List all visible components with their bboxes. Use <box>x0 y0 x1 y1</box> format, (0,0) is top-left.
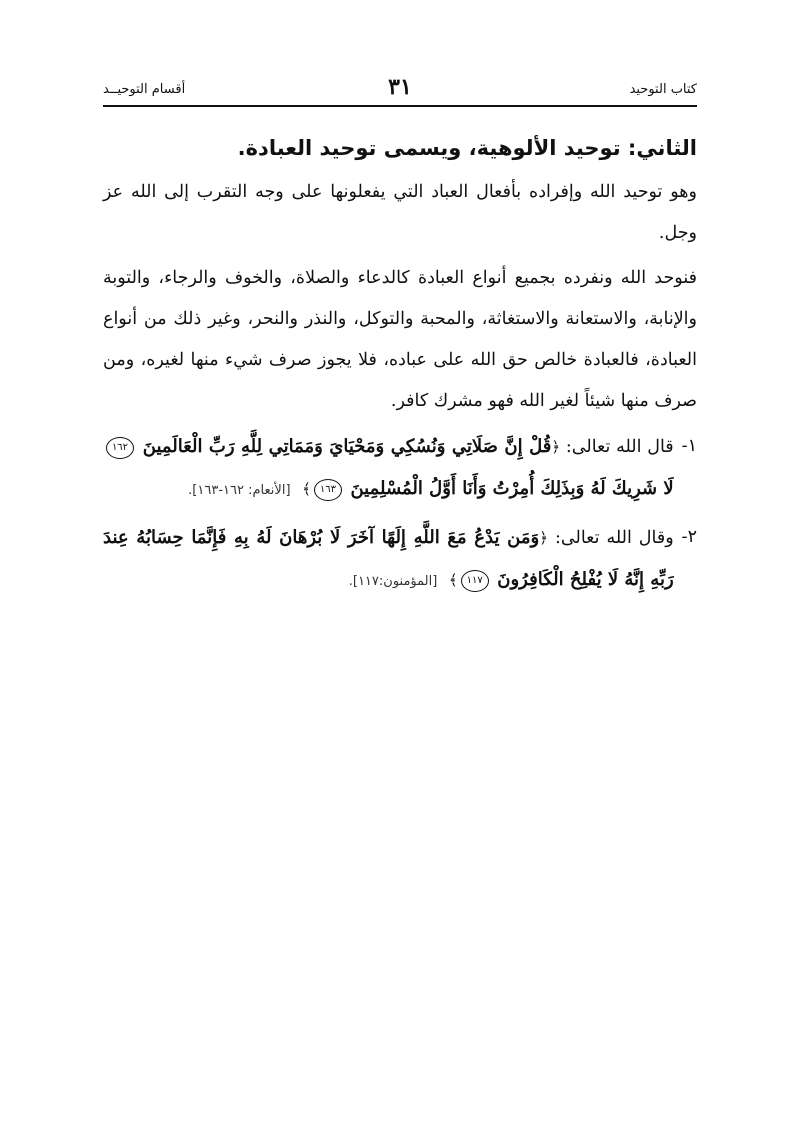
quran-verse: وَمَن يَدْعُ مَعَ اللَّهِ إِلَهًا آخَرَ لَا بُرْهَانَ لَهُ بِهِ فَإِنَّمَا حِسَابُهُ عِندَ رَبِّهِ إِنَّهُ لَا يُفْلِحُ الْكَافِرُونَ <box>103 527 674 590</box>
evidence-item-2 <box>103 517 697 602</box>
quran-verse: قُلْ إِنَّ صَلَاتِي وَنُسُكِي وَمَحْيَايَ وَمَمَاتِي لِلَّهِ رَبِّ الْعَالَمِينَ <box>142 436 552 457</box>
paragraph-explanation: فنوحد الله ونفرده بجميع أنواع العبادة كالدعاء والصلاة، والخوف والرجاء، والتوبة والإنابة، والاستعانة والاستغاثة، والمحبة والتوكل، والنذر والنحر، وغير ذلك من أنواع العبادة، فالعبادة خالص حق الله على عباده، فلا يجوز صرف شيء منها لغيره، ومن صرف منها شيئاً لغير الله فهو مشرك كافر. <box>103 268 697 411</box>
verse-close-bracket: ﴾ <box>448 571 458 589</box>
verse-reference: [الأنعام: ١٦٢-١٦٣]. <box>188 483 291 498</box>
evidence-text <box>103 517 674 602</box>
book-title: كتاب التوحيد <box>629 82 697 97</box>
verse-reference: [المؤمنون:١١٧]. <box>348 574 438 589</box>
verse-open-bracket: ﴿ <box>551 438 561 456</box>
paragraph-definition: وهو توحيد الله وإفراده بأفعال العباد التي يفعلونها على وجه التقرب إلى الله عز وجل. <box>103 182 697 243</box>
verse-close-bracket: ﴾ <box>302 480 311 498</box>
evidence-number: ٢- <box>681 527 697 547</box>
chapter-title: أقسام التوحيــد <box>103 82 186 97</box>
evidence-number: ١- <box>681 436 697 456</box>
verse-number-icon: ١١٧ <box>461 570 489 592</box>
section-heading: الثاني: توحيد الألوهية، ويسمى توحيد العبادة. <box>237 136 697 160</box>
evidence-intro: وقال الله تعالى: <box>555 528 674 548</box>
quran-verse: لَا شَرِيكَ لَهُ وَبِذَلِكَ أُمِرْتُ وَأَنَا أَوَّلُ الْمُسْلِمِينَ <box>350 478 674 499</box>
verse-number-icon: ١٦٣ <box>314 479 342 501</box>
evidence-text <box>103 426 674 511</box>
verse-number-icon: ١٦٢ <box>106 437 134 459</box>
page-content <box>103 128 697 608</box>
page-number: ٣١ <box>388 74 412 100</box>
evidence-item-1 <box>103 426 697 511</box>
header-divider <box>103 105 697 107</box>
evidence-intro: قال الله تعالى: <box>565 437 674 457</box>
verse-open-bracket: ﴿ <box>539 529 549 547</box>
running-header <box>103 74 697 104</box>
